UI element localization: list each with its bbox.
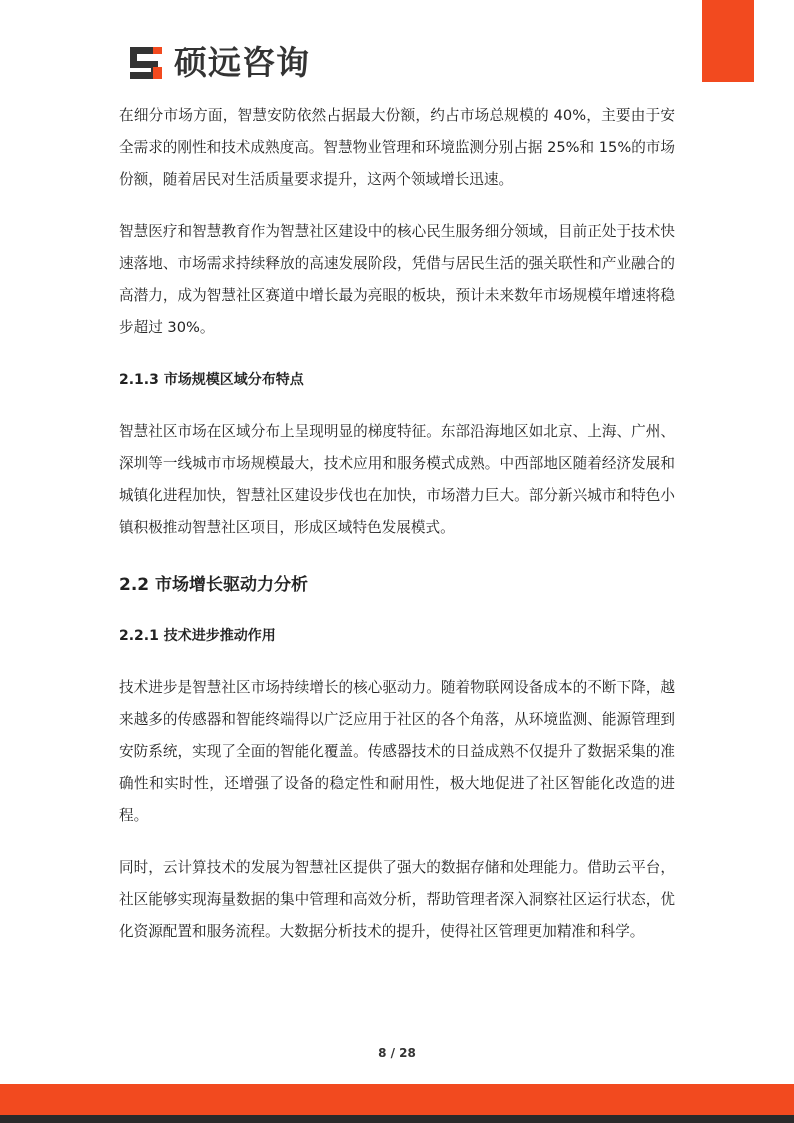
paragraph-health-education: 智慧医疗和智慧教育作为智慧社区建设中的核心民生服务细分领域，目前正处于技术快速落地、市场需求持续释放的高速发展阶段，凭借与居民生活的强关联性和产业融合的高潜力，成为智慧社区赛道中增长最为亮眼的板块，预计未来数年市场规模年增速将稳步超过 30%。 (119, 223, 675, 336)
heading-2-2: 2.2 市场增长驱动力分析 (119, 575, 309, 595)
document-body (119, 100, 675, 948)
s-bracket-logo-icon (126, 43, 166, 83)
brand-logo (126, 40, 310, 86)
paragraph-cloud-computing: 同时，云计算技术的发展为智慧社区提供了强大的数据存储和处理能力。借助云平台，社区能够实现海量数据的集中管理和高效分析，帮助管理者深入洞察社区运行状态，优化资源配置和服务流程。大数据分析技术的提升，使得社区管理更加精准和科学。 (119, 859, 675, 940)
page-number: 8 / 28 (378, 1046, 416, 1060)
paragraph-segment-share: 在细分市场方面，智慧安防依然占据最大份额，约占市场总规模的 40%，主要由于安全需求的刚性和技术成熟度高。智慧物业管理和环境监测分别占据 25%和 15%的市场份额，随着居民对生活质量要求提升，这两个领域增长迅速。 (119, 107, 675, 188)
brand-name: 硕远咨询 (174, 43, 310, 82)
paragraph-tech-progress: 技术进步是智慧社区市场持续增长的核心驱动力。随着物联网设备成本的不断下降，越来越多的传感器和智能终端得以广泛应用于社区的各个角落，从环境监测、能源管理到安防系统，实现了全面的智能化覆盖。传感器技术的日益成熟不仅提升了数据采集的准确性和实时性，还增强了设备的稳定性和耐用性，极大地促进了社区智能化改造的进程。 (119, 679, 675, 824)
heading-2-2-1: 2.2.1 技术进步推动作用 (119, 628, 276, 644)
footer-dark-bar (0, 1115, 794, 1123)
heading-2-1-3: 2.1.3 市场规模区域分布特点 (119, 372, 304, 388)
paragraph-regional-distribution: 智慧社区市场在区域分布上呈现明显的梯度特征。东部沿海地区如北京、上海、广州、深圳等一线城市市场规模最大，技术应用和服务模式成熟。中西部地区随着经济发展和城镇化进程加快，智慧社区建设步伐也在加快，市场潜力巨大。部分新兴城市和特色小镇积极推动智慧社区项目，形成区域特色发展模式。 (119, 423, 675, 536)
footer-accent-bar (0, 1084, 794, 1115)
corner-accent-block (702, 0, 754, 82)
